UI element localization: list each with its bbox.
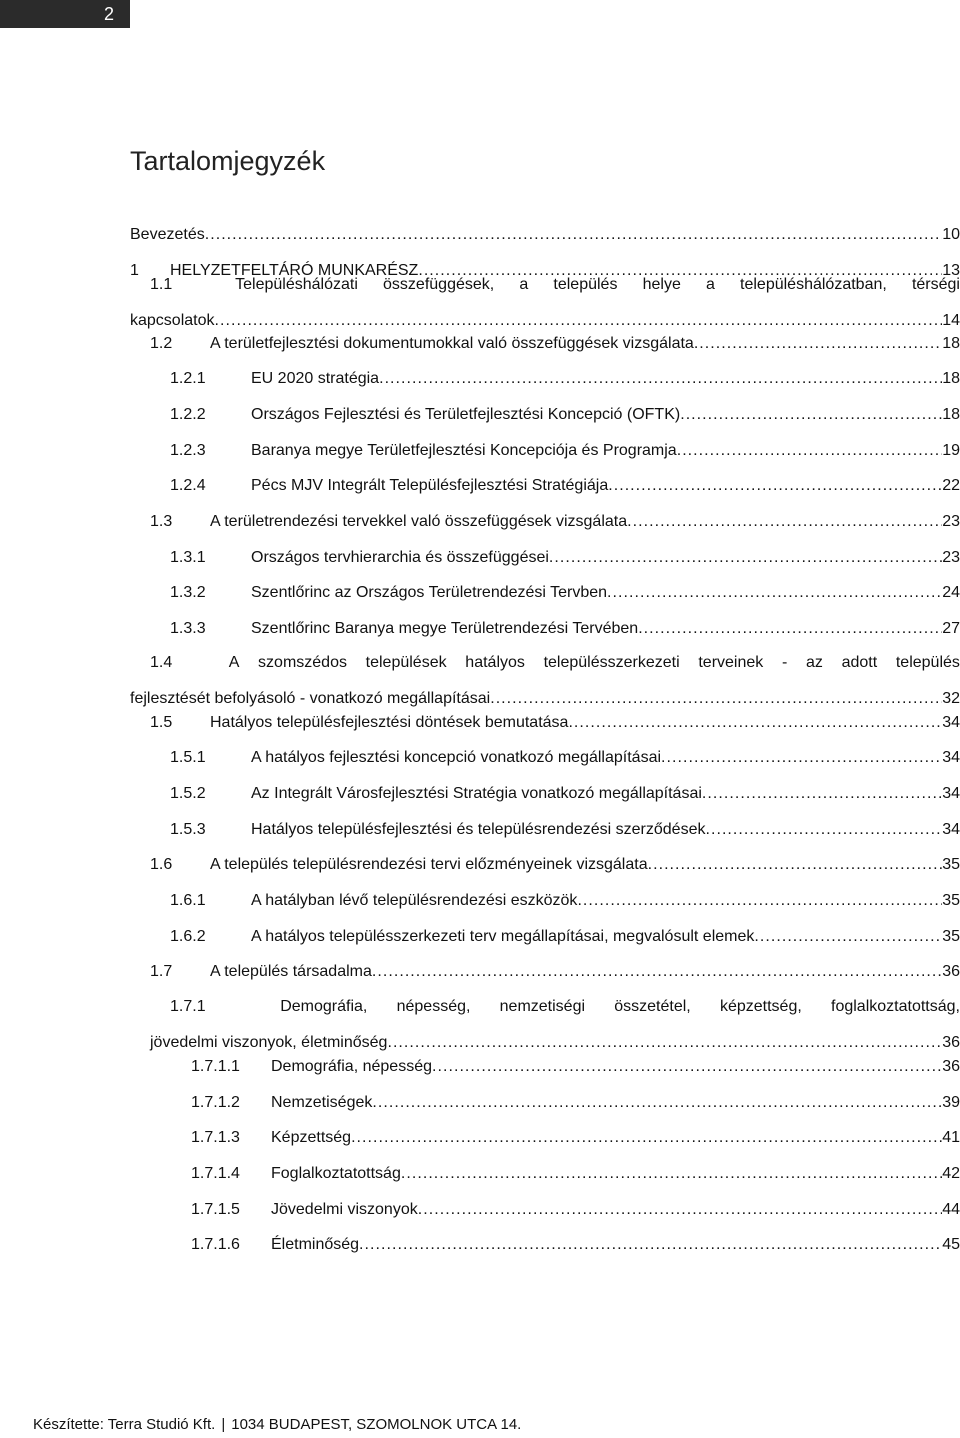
toc-entry-page: 18 [942, 406, 960, 423]
toc-entry-word: összetétel, [614, 998, 691, 1015]
toc-entry-word: Településhálózati [235, 276, 358, 293]
toc-title: Tartalomjegyzék [130, 146, 326, 176]
toc-entry-text: A hatályban lévő településrendezési eszközök [251, 892, 578, 909]
toc-entry-text: Szentlőrinc Baranya megye Területrendezési Tervében [251, 620, 639, 637]
toc-entry[interactable] [170, 781, 960, 807]
toc-entry-text: A területrendezési tervekkel való összefüggések vizsgálata [210, 513, 628, 530]
toc-entry-word: település [895, 654, 960, 671]
toc-entry-text: Országos Fejlesztési és Területfejlesztési Koncepció (OFTK) [251, 406, 681, 423]
toc-entry-page: 35 [942, 928, 960, 945]
toc-entry-text: HELYZETFELTÁRÓ MUNKARÉSZ [170, 262, 419, 279]
toc-entry[interactable] [191, 1125, 960, 1151]
toc-leader-dots [694, 331, 942, 357]
page-number-badge [0, 0, 130, 28]
toc-entry-number: 1.7.1.6 [191, 1236, 240, 1253]
footer-address: 1034 BUDAPEST, SZOMOLNOK UTCA 14. [231, 1416, 522, 1433]
toc-entry-page: 19 [942, 442, 960, 459]
toc-leader-dots [432, 1054, 942, 1080]
toc-entry-page: 24 [942, 584, 960, 601]
toc-entry-page: 10 [942, 226, 960, 243]
toc-entry-word: település [553, 276, 618, 293]
toc-entry-number: 1 [130, 262, 139, 279]
toc-entry-word: A [228, 654, 240, 671]
toc-leader-dots [680, 402, 942, 428]
toc-leader-dots [490, 686, 942, 712]
toc-entry-number: 1.3.3 [170, 620, 206, 637]
toc-entry-page: 36 [942, 1034, 960, 1051]
toc-entry[interactable] [191, 1161, 960, 1187]
toc-entry-number: 1.6 [150, 856, 173, 873]
toc-entry-text: Országos tervhierarchia és összefüggései [251, 549, 549, 566]
toc-entry-text: Nemzetiségek [271, 1094, 373, 1111]
toc-entry-text: Az Integrált Városfejlesztési Stratégia vonatkozó megállapításai [251, 785, 702, 802]
toc-entry-word: településhálózatban, [740, 276, 887, 293]
toc-entry-text: Baranya megye Területfejlesztési Koncepciója és Programja [251, 442, 677, 459]
toc-leader-dots [677, 438, 943, 464]
toc-entry-page: 18 [942, 335, 960, 352]
toc-entry[interactable] [150, 852, 960, 878]
toc-entry-word: térségi [911, 276, 960, 293]
toc-entry-text: Foglalkoztatottság [271, 1165, 401, 1182]
toc-entry-text: fejlesztését befolyásoló - vonatkozó megállapításai [130, 690, 491, 707]
toc-entry[interactable] [191, 1232, 960, 1258]
toc-entry-page: 23 [942, 549, 960, 566]
toc-entry-number: 1.4 [150, 654, 173, 671]
toc-entry-text: Életminőség [271, 1236, 360, 1253]
toc-entry-text: Jövedelmi viszonyok [271, 1201, 418, 1218]
toc-entry-number: 1.7.1.1 [191, 1058, 240, 1075]
toc-entry-word: nemzetiségi [499, 998, 586, 1015]
toc-entry[interactable] [150, 994, 960, 1056]
toc-entry-page: 44 [942, 1201, 960, 1218]
toc-leader-dots [387, 1030, 942, 1056]
toc-entry-number: 1.3.2 [170, 584, 206, 601]
toc-leader-dots [379, 366, 942, 392]
toc-leader-dots [648, 852, 943, 878]
toc-entry-number: 1.3.1 [170, 549, 206, 566]
toc-entry[interactable] [170, 924, 960, 950]
toc-entry[interactable] [150, 959, 960, 985]
toc-entry-number: 1.5 [150, 714, 173, 731]
toc-entry[interactable] [170, 817, 960, 843]
toc-leader-dots [638, 616, 942, 642]
toc-leader-dots [577, 888, 942, 914]
toc-entry-text: A területfejlesztési dokumentumokkal való összefüggések vizsgálata [210, 335, 694, 352]
toc-entry-number: 1.2 [150, 335, 173, 352]
toc-entry-text: Képzettség [271, 1129, 352, 1146]
toc-entry-number: 1.2.3 [170, 442, 206, 459]
toc-entry-page: 34 [942, 749, 960, 766]
toc-entry-page: 45 [942, 1236, 960, 1253]
toc-entry-number: 1.5.1 [170, 749, 206, 766]
toc-entry[interactable] [130, 650, 960, 712]
toc-entry-page: 35 [942, 856, 960, 873]
toc-entry-page: 41 [942, 1129, 960, 1146]
toc-entry-page: 27 [942, 620, 960, 637]
toc-entry-text: A település településrendezési tervi előzményeinek vizsgálata [210, 856, 648, 873]
toc-entry-page: 13 [942, 262, 960, 279]
toc-entry-word: településszerkezeti [543, 654, 680, 671]
toc-leader-dots [568, 710, 942, 736]
toc-entry-text: A hatályos településszerkezeti terv megállapításai, megvalósult elemek [251, 928, 755, 945]
toc-leader-dots [372, 959, 942, 985]
footer-company: Készítette: Terra Studió Kft. [33, 1416, 216, 1433]
toc-entry[interactable] [170, 402, 960, 428]
toc-entry-word: összefüggések, [383, 276, 495, 293]
toc-entry-text: Demográfia, népesség [271, 1058, 432, 1075]
toc-leader-dots [608, 473, 942, 499]
toc-entry[interactable] [170, 616, 960, 642]
toc-entry-page: 36 [942, 963, 960, 980]
toc-entry-number: 1.7.1.2 [191, 1094, 240, 1111]
toc-entry-number: 1.7.1 [170, 998, 206, 1015]
toc-entry-number: 1.2.2 [170, 406, 206, 423]
toc-entry[interactable] [170, 580, 960, 606]
toc-leader-dots [702, 781, 942, 807]
toc-entry-text: Hatályos településfejlesztési és településrendezési szerződések [251, 821, 706, 838]
toc-leader-dots [372, 1090, 942, 1116]
toc-entry-page: 14 [942, 312, 960, 329]
toc-entry-word: a [519, 276, 529, 293]
toc-leader-dots [705, 817, 942, 843]
toc-entry-word: foglalkoztatottság, [831, 998, 960, 1015]
toc-leader-dots [351, 1125, 942, 1151]
toc-entry-number: 1.6.1 [170, 892, 206, 909]
toc-leader-dots [607, 580, 942, 606]
toc-entry-page: 34 [942, 821, 960, 838]
toc-entry-text: Szentlőrinc az Országos Területrendezési Tervben [251, 584, 608, 601]
toc-entry-number: 1.1 [150, 276, 173, 293]
toc-entry-page: 18 [942, 370, 960, 387]
toc-entry-text: A hatályos fejlesztési koncepció vonatkozó megállapításai [251, 749, 662, 766]
toc-leader-dots [401, 1161, 942, 1187]
toc-entry-page: 32 [942, 690, 960, 707]
toc-entry[interactable] [130, 222, 960, 248]
toc-entry-word: Demográfia, [280, 998, 368, 1015]
toc-entry-page: 42 [942, 1165, 960, 1182]
toc-entry-text: jövedelmi viszonyok, életminőség [150, 1034, 388, 1051]
toc-entry-text: EU 2020 stratégia [251, 370, 380, 387]
toc-entry[interactable] [150, 710, 960, 736]
toc-entry-number: 1.2.4 [170, 477, 206, 494]
toc-entry[interactable] [150, 509, 960, 535]
toc-entry-page: 22 [942, 477, 960, 494]
toc-entry-page: 35 [942, 892, 960, 909]
toc-entry-number: 1.7 [150, 963, 173, 980]
toc-entry-number: 1.7.1.4 [191, 1165, 240, 1182]
toc-entry[interactable] [150, 331, 960, 357]
toc-entry-word: népesség, [396, 998, 471, 1015]
toc-entry-word: - [781, 654, 788, 671]
page-number: 2 [104, 4, 115, 24]
toc-entry[interactable] [130, 272, 960, 334]
toc-leader-dots [754, 924, 942, 950]
toc-entry-word: helye [642, 276, 681, 293]
toc-entry-text: Pécs MJV Integrált Településfejlesztési Stratégiája [251, 477, 609, 494]
toc-entry-word: szomszédos [258, 654, 347, 671]
toc-entry-word: az [805, 654, 823, 671]
toc-entry-page: 34 [942, 714, 960, 731]
footer-separator: | [221, 1416, 226, 1433]
toc-entry[interactable] [191, 1054, 960, 1080]
toc-entry-page: 23 [942, 513, 960, 530]
toc-entry-number: 1.7.1.5 [191, 1201, 240, 1218]
toc-entry-text: kapcsolatok [130, 312, 215, 329]
toc-entry[interactable] [191, 1197, 960, 1223]
toc-entry[interactable] [191, 1090, 960, 1116]
toc-entry[interactable] [170, 366, 960, 392]
toc-entry-number: 1.7.1.3 [191, 1129, 240, 1146]
toc-entry-number: 1.5.2 [170, 785, 206, 802]
toc-entry-word: hatályos [465, 654, 525, 671]
toc-entry[interactable] [170, 888, 960, 914]
toc-entry-page: 39 [942, 1094, 960, 1111]
toc-entry-word: települések [365, 654, 447, 671]
toc-entry-word: adott [841, 654, 878, 671]
toc-entry-word: képzettség, [719, 998, 802, 1015]
toc-entry-text: A település társadalma [210, 963, 372, 980]
toc-entry-word: terveinek [698, 654, 764, 671]
toc-entry-text: Hatályos településfejlesztési döntések bemutatása [210, 714, 569, 731]
toc-leader-dots [205, 222, 942, 248]
footer [33, 1416, 521, 1433]
toc-entry-page: 34 [942, 785, 960, 802]
toc-entry-number: 1.2.1 [170, 370, 206, 387]
toc-entry-number: 1.5.3 [170, 821, 206, 838]
toc-entry[interactable] [170, 438, 960, 464]
toc-entry-number: 1.6.2 [170, 928, 206, 945]
toc-leader-dots [627, 509, 942, 535]
toc-entry-text: Bevezetés [130, 226, 205, 243]
toc-leader-dots [359, 1232, 942, 1258]
toc-entry-number: 1.3 [150, 513, 173, 530]
toc-leader-dots [418, 1197, 942, 1223]
toc-entry[interactable] [170, 545, 960, 571]
toc-entry[interactable] [170, 473, 960, 499]
toc-entry[interactable] [170, 745, 960, 771]
toc-leader-dots [661, 745, 942, 771]
toc-entry-page: 36 [942, 1058, 960, 1075]
toc-entry-word: a [705, 276, 715, 293]
toc-leader-dots [549, 545, 942, 571]
